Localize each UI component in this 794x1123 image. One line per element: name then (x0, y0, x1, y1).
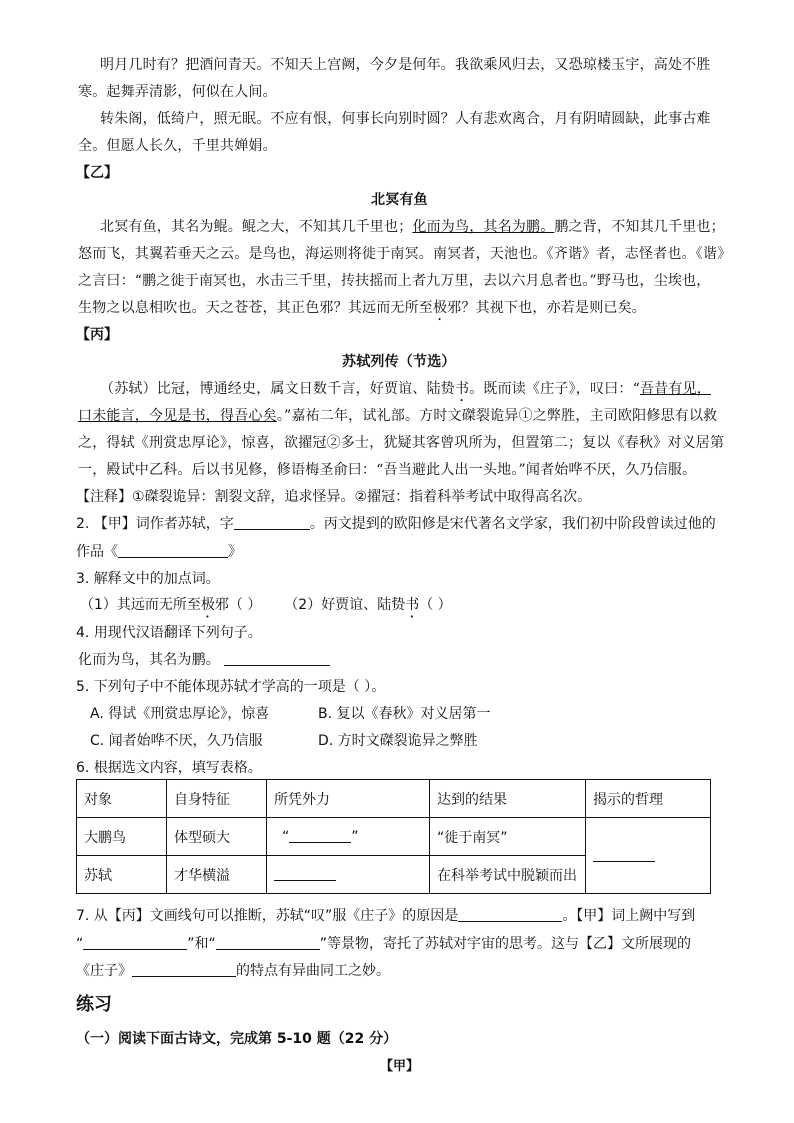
question-7: 7. 从【丙】文画线句可以推断，苏轼“叹”服《庄子》的原因是 。【甲】词上阙中写到 (76, 908, 696, 924)
header-cell: 自身特征 (167, 780, 267, 818)
yi-line-1: 北冥有鱼，其名为鲲。鲲之大，不知其几千里也；化而为鸟，其名为鹏。鹏之背，不知其几千里也； (100, 219, 725, 235)
option-c[interactable]: C. 闻者始哗不厌，久乃信服 (90, 733, 263, 749)
header-cell: 所凭外力 (267, 780, 430, 818)
header-cell: 对象 (77, 780, 167, 818)
answer-blank[interactable] (234, 515, 310, 530)
dotted-word-ji: 极 (433, 300, 448, 316)
table-row (77, 818, 711, 856)
table-cell: 在科举考试中脱颖而出 (430, 856, 586, 894)
bing-title: 苏轼列传（节选） (342, 354, 456, 370)
bing-marker: 【丙】 (76, 327, 118, 343)
poem-line-2: 寒。起舞弄清影，何似在人间。 (78, 84, 277, 100)
answer-blank[interactable] (458, 907, 562, 922)
question-4: 4. 用现代汉语翻译下列句子。 (76, 625, 262, 641)
header-cell: 达到的结果 (430, 780, 586, 818)
table-cell: “徙于南冥” (430, 818, 586, 856)
question-2: 2. 【甲】词作者苏轼，字 。丙文提到的欧阳修是宋代著名文学家，我们初中阶段曾读过他的 (76, 516, 716, 532)
yi-line-4: 生物之以息相吹也。天之苍苍，其正色邪？其远而无所至极邪？其视下也，亦若是则已矣。 (78, 300, 647, 316)
table-cell: 苏轼 (77, 856, 167, 894)
poem-line-3: 转朱阁，低绮户，照无眠。不应有恨，何事长向别时圆？人有悲欢离合，月有阴晴圆缺，此事古难 (100, 111, 711, 127)
answer-table (76, 779, 711, 894)
header-cell: 揭示的哲理 (586, 780, 711, 818)
question-2-cont: 作品《 》 (76, 544, 242, 560)
poem-line-4: 全。但愿人长久，千里共婵娟。 (78, 138, 277, 154)
yi-underlined-sentence: 化而为鸟，其名为鹏。 (412, 219, 555, 235)
answer-blank[interactable] (224, 651, 330, 666)
answer-blank[interactable] (216, 935, 320, 950)
table-cell[interactable]: “ ” (267, 818, 430, 856)
option-a[interactable]: A. 得试《刑赏忠厚论》，惊喜 (90, 706, 270, 722)
table-header-row (77, 780, 711, 818)
yi-title: 北冥有鱼 (371, 192, 428, 208)
bing-underlined-sentence: 口未能言，今见是书，得吾心矣 (78, 408, 277, 424)
practice-jia-marker: 【甲】 (380, 1059, 420, 1074)
table-cell: 体型硕大 (167, 818, 267, 856)
question-4-sentence: 化而为鸟，其名为鹏。 (78, 649, 330, 669)
annotation-note: 【注释】①磔裂诡异：割裂文辞，追求怪异。②擢冠：指着科举考试中取得高名次。 (76, 489, 592, 505)
answer-blank[interactable] (83, 935, 187, 950)
table-cell[interactable] (267, 856, 430, 894)
table-cell: 大鹏鸟 (77, 818, 167, 856)
question-7-cont: “ ”和“ ”等景物，寄托了苏轼对宇宙的思考。这与【乙】文所展现的 (76, 936, 692, 952)
answer-blank[interactable] (289, 828, 351, 843)
question-5: 5. 下列句子中不能体现苏轼才学高的一项是（ ）。 (76, 679, 386, 695)
practice-subheading: （一）阅读下面古诗文，完成第 5-10 题（22 分） (76, 1031, 398, 1047)
poem-line-1: 明月几时有？把酒问青天。不知天上宫阙，今夕是何年。我欲乘风归去，又恐琼楼玉宇，高处不胜 (100, 57, 711, 73)
dotted-word-shu: 书 (455, 381, 470, 397)
bing-line-1: （苏轼）比冠，博通经史，属文日数千言，好贾谊、陆贽书。既而读《庄子》，叹曰：“吾昔有见， (100, 381, 711, 397)
question-3-items: （1）其远而无所至极邪（ ） （2）好贾谊、陆贽书（ ） (80, 597, 452, 613)
answer-blank[interactable] (132, 962, 236, 977)
question-3: 3. 解释文中的加点词。 (76, 571, 220, 587)
yi-line-2: 怒而飞，其翼若垂天之云。是鸟也，海运则将徙于南冥。南冥者，天池也。《齐谐》者，志怪者也。《谐》 (78, 246, 732, 262)
yi-line-3: 之言曰：“鹏之徙于南冥也，水击三千里，抟扶摇而上者九万里，去以六月息者也。”野马也，尘埃也， (78, 273, 711, 289)
question-7-end: 《庄子》 的特点有异曲同工之妙。 (76, 963, 390, 979)
question-6: 6. 根据选文内容，填写表格。 (76, 760, 262, 776)
practice-heading: 练习 (76, 994, 112, 1015)
bing-line-4: 一，殿试中乙科。后以书见修，修语梅圣俞曰：“吾当避此人出一头地。”闻者始哗不厌，久乃信服。 (78, 462, 697, 478)
bing-line-3: 之，得轼《刑赏忠厚论》，惊喜，欲擢冠②多士，犹疑其客曾巩所为，但置第二；复以《春秋》对义居第 (78, 435, 725, 451)
option-d[interactable]: D. 方时文磔裂诡异之弊胜 (318, 733, 478, 749)
answer-blank[interactable] (118, 543, 228, 558)
table-cell: 才华横溢 (167, 856, 267, 894)
bing-line-2: 口未能言，今见是书，得吾心矣。”嘉祐二年，试礼部。方时文磔裂诡异①之弊胜，主司欧阳修思有以救 (78, 408, 718, 424)
answer-blank[interactable] (274, 866, 336, 881)
yi-marker: 【乙】 (76, 165, 118, 181)
answer-blank[interactable] (593, 847, 655, 862)
option-b[interactable]: B. 复以《春秋》对义居第一 (318, 706, 491, 722)
table-cell-merged[interactable] (586, 818, 711, 894)
